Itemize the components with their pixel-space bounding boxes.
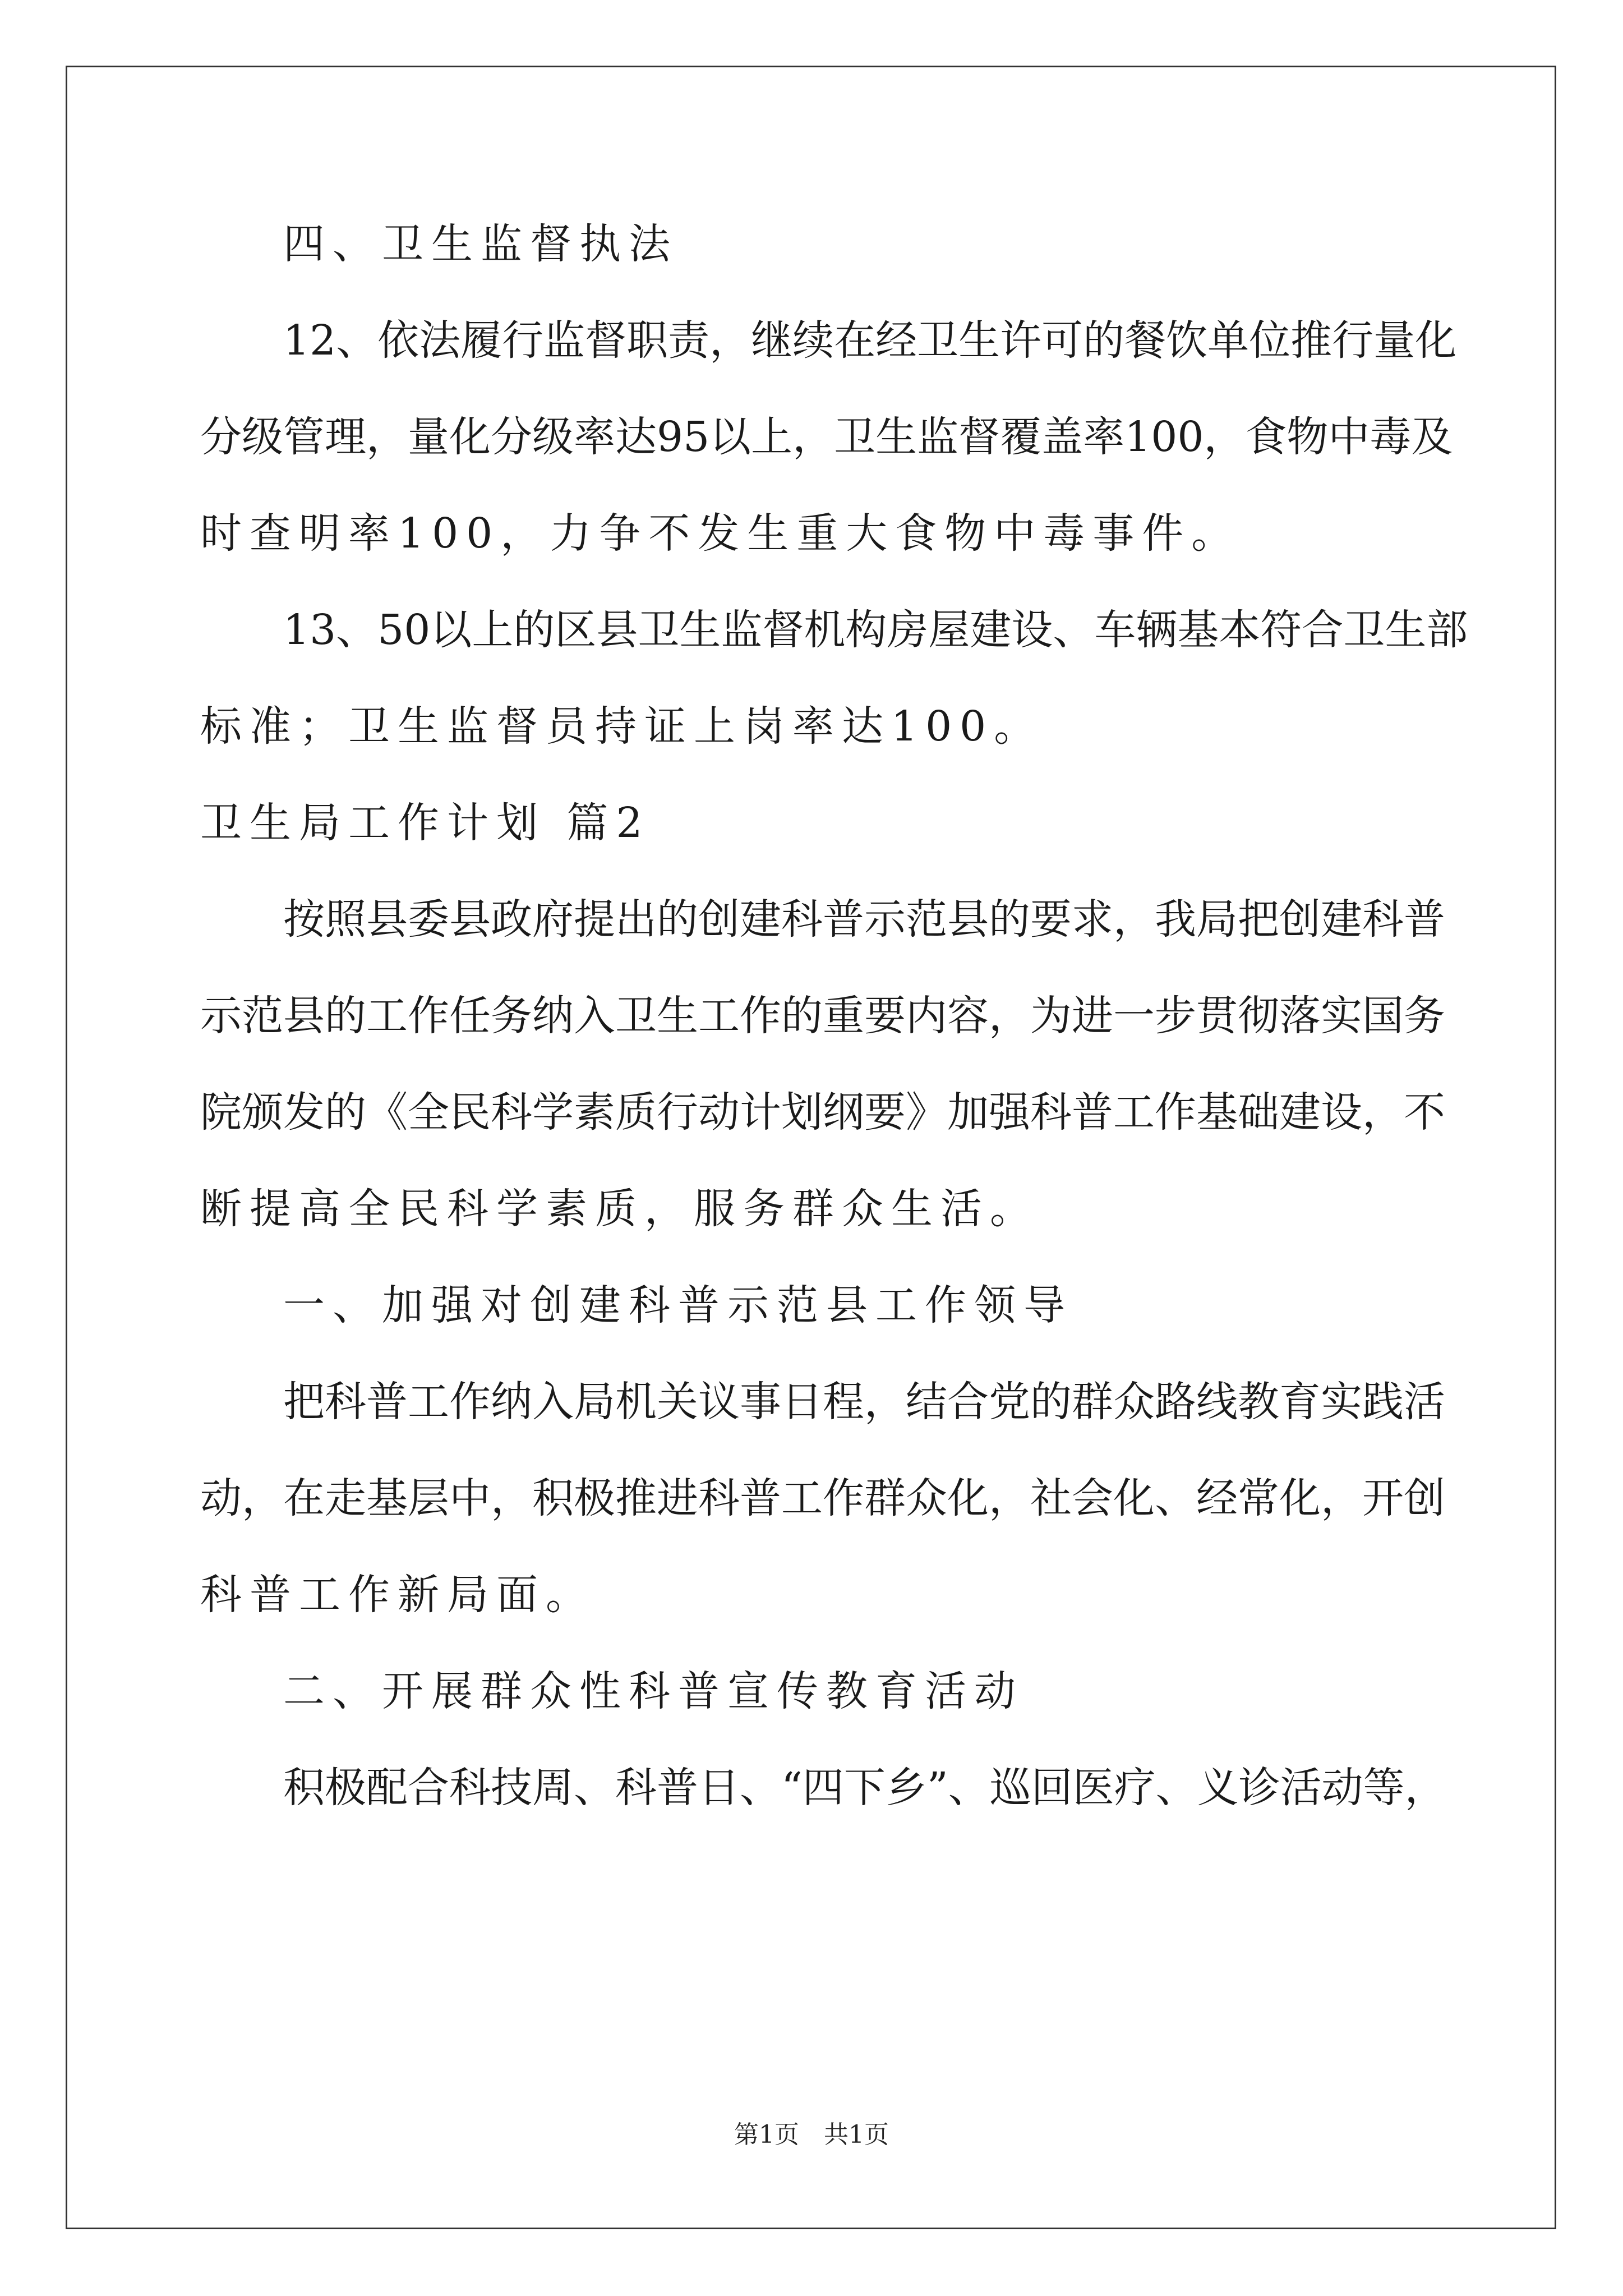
page-border (66, 66, 1556, 2229)
paragraph-line: 时查明率100，力争不发生重大食物中毒事件。 (200, 509, 1241, 558)
paragraph-line: 13、50以上的区县卫生监督机构房屋建设、车辆基本符合卫生部 (283, 606, 1468, 654)
paragraph-line: 把科普工作纳入局机关议事日程，结合党的群众路线教育实践活 (283, 1378, 1445, 1426)
paragraph-line: 12、依法履行监督职责，继续在经卫生许可的餐饮单位推行量化 (283, 316, 1457, 365)
paragraph-line: 按照县委县政府提出的创建科普示范县的要求，我局把创建科普 (283, 895, 1445, 944)
paragraph-line: 标准；卫生监督员持证上岗率达100。 (200, 702, 1044, 751)
page-footer: 第1页 共1页 (734, 2120, 889, 2149)
document-title: 卫生局工作计划 篇2 (200, 799, 651, 847)
paragraph-line: 动，在走基层中，积极推进科普工作群众化，社会化、经常化，开创 (200, 1474, 1445, 1522)
paragraph-line: 断提高全民科学素质，服务群众生活。 (200, 1185, 1039, 1233)
section-heading: 一、加强对创建科普示范县工作领导 (283, 1281, 1073, 1329)
section-heading: 四、卫生监督执法 (283, 220, 678, 268)
paragraph-line: 积极配合科技周、科普日、“四下乡”、巡回医疗、义诊活动等， (283, 1764, 1446, 1812)
paragraph-line: 示范县的工作任务纳入卫生工作的重要内容，为进一步贯彻落实国务 (200, 992, 1445, 1040)
paragraph-line: 院颁发的《全民科学素质行动计划纲要》加强科普工作基础建设，不 (200, 1088, 1445, 1137)
paragraph-line: 科普工作新局面。 (200, 1571, 595, 1619)
paragraph-line: 分级管理，量化分级率达95以上，卫生监督覆盖率100，食物中毒及 (200, 413, 1453, 461)
section-heading: 二、开展群众性科普宣传教育活动 (283, 1667, 1023, 1715)
